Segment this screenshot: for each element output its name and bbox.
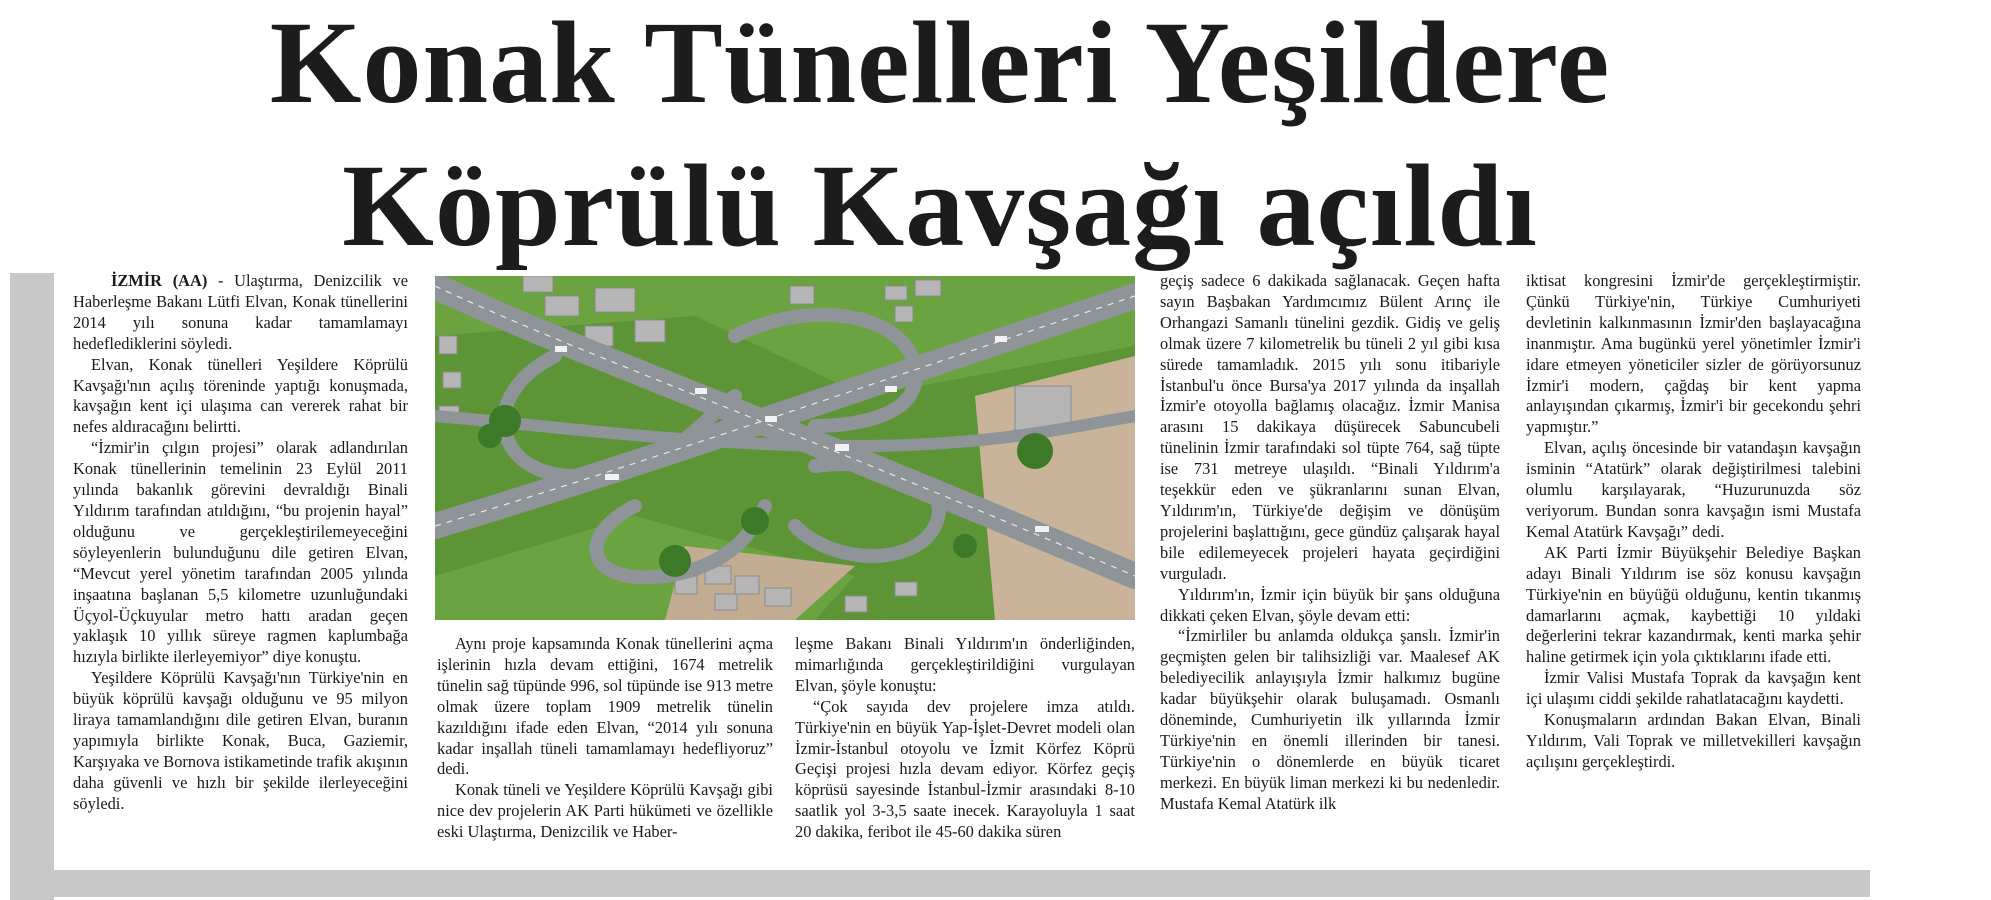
article-paragraph [1160,626,1500,814]
article-column-2 [437,634,773,843]
paragraph-text: İzmir Valisi Mustafa Toprak da kavşağın kent içi ulaşımı ciddi şekilde rahatlatacağını kaydetti. [1526,668,1861,709]
article-paragraph [1160,585,1500,627]
paragraph-text: Elvan, açılış öncesinde bir vatandaşın kavşağın isminin “Atatürk” olarak değiştirilmesi talebini olumlu karşılayarak, “Huzurunuzda söz veriyorum. Bundan sonra kavşağın ismi Mustafa Kemal Atatürk Kavşağı” dedi. [1526,438,1861,541]
article-paragraph [795,634,1135,697]
paragraph-text: Yıldırım'ın, İzmir için büyük bir şans olduğuna dikkati çeken Elvan, şöyle devam etti: [1160,584,1500,625]
article-paragraph [73,271,408,355]
highway-interchange-illustration [435,276,1135,620]
article-paragraph [1526,543,1861,668]
article-paragraph [795,697,1135,843]
paragraph-text: - Ulaştırma, Denizcilik ve Haberleşme Bakanı Lütfi Elvan, Konak tünellerini 2014 yılı sonuna kadar tamamlamayı hedeflediklerini söyledi. [73,271,408,353]
paragraph-text: Yeşildere Köprülü Kavşağı'nın Türkiye'nin en büyük köprülü kavşağı olduğunu ve 95 milyon liraya tamamlandığını dile getiren Elvan, buranın yapımıyla birlikte Konak, Buca, Gaziemir, Karşıyaka ve Bornova istikametinde trafik akışının daha güvenli ve hızlı bir şekilde ilerleyeceğini söyledi. [73,668,408,813]
article-paragraph [437,634,773,780]
article-paragraph [437,780,773,843]
article-paragraph [73,438,408,668]
article-column-3 [795,634,1135,843]
paragraph-text: iktisat kongresini İzmir'de gerçekleştirmiştir. Çünkü Türkiye'nin, Türkiye Cumhuriyeti devletinin kalkınmasının İzmir'den başlayacağına inanmıştır. Ama bugünkü yerel yönetimler İzmir'i idare etmeyen yöneticiler sizler de görüyorsunuz İzmir'i modern, çağdaş bir kent yapma anlayışından çıkarmış, İzmir'i bir gecekondu şehri yapmıştır.” [1526,271,1861,437]
paragraph-text: Aynı proje kapsamında Konak tünellerini açma işlerinin hızla devam ettiğini, 1674 metrelik tünelin sağ tüpünde 996, sol tüpünde ise 913 metre olmak üzere toplam 1909 metrelik tünelin kazıldığını ifade eden Elvan, “2014 yılı sonuna kadar inşallah tüneli tamamlamayı hedefliyoruz” dedi. [437,634,773,779]
article-column-5 [1526,271,1861,773]
paragraph-text: leşme Bakanı Binali Yıldırım'ın önderliğinden, mimarlığında gerçekleştirildiğini vurgulayan Elvan, şöyle konuştu: [795,634,1135,695]
paragraph-text: “İzmir'in çılgın projesi” olarak adlandırılan Konak tünellerinin temelinin 23 Eylül 2011 yılında bakanlık görevini devraldığı Binali Yıldırım tarafından atıldığını, “bu projenin hayal” olduğunu ve gerçekleştirilemeyeceğini söyleyenlerin bulunduğunu dile getiren Elvan, “Mevcut yerel yönetim tarafından 2005 yılında inşaatına başlanan 5,5 kilometre uzunluğundaki Üçyol-Üçkuyular metro hattı aradan geçen yaklaşık 10 yıllık süreye ragmen kaplumbağa hızıyla birlikte ilerleyemiyor” diye konuştu. [73,438,408,667]
article-paragraph [73,355,408,439]
paragraph-text: geçiş sadece 6 dakikada sağlanacak. Geçen hafta sayın Başbakan Yardımcımız Bülent Arınç ile Orhangazi Samanlı tünelini gezdik. Gidiş ve geliş olmak üzere 7 kilometrelik bu tüneli 2 yıl gibi kısa sürede tamamladık. 2015 yılı sonu itibariyle İstanbul'u önce Bursa'ya 2017 yılında da inşallah İzmir'e otoyolla bağlamış olacağız. İzmir Manisa arasını 15 dakikaya düşürecek Sabuncubeli tünelinin İzmir tarafındaki sol tüpte 764, sağ tüpte ise 731 metreye ulaşıldı. “Binali Yıldırım'a teşekkür eden ve şükranlarını sunan Elvan, Yıldırım'ın, Türkiye'de değişim ve dönüşüm projelerini başlattığını, gece gündüz çalışarak hayal bile edilemeyecek projeleri hayata geçirdiğini vurguladı. [1160,271,1500,583]
article-column-4 [1160,271,1500,815]
headline-line-2: Köprülü Kavşağı açıldı [342,140,1538,271]
article-paragraph [1526,271,1861,438]
paragraph-text: AK Parti İzmir Büyükşehir Belediye Başkan adayı Binali Yıldırım ise söz konusu kavşağın Türkiye'nin en büyüğü olduğunu, kentin tıkanmış damarlarını açmak, kaybettiği 10 yıldaki değerlerini tekrar kazandırmak, kenti marka şehir haline getirmek için yola çıktıklarını ifade etti. [1526,542,1861,667]
article-paragraph [1526,710,1861,773]
interchange-photo [435,276,1135,620]
frame-shadow-bottom [10,870,1870,897]
dateline: İZMİR (AA) [111,271,208,290]
frame-shadow-left [10,273,54,900]
article-paragraph [1526,668,1861,710]
article-paragraph [1160,271,1500,585]
paragraph-text: Konak tüneli ve Yeşildere Köprülü Kavşağı gibi nice dev projelerin AK Parti hükümeti ve özellikle eski Ulaştırma, Denizcilik ve Haber- [437,780,773,842]
article-paragraph [73,668,408,814]
paragraph-text: Konuşmaların ardından Bakan Elvan, Binali Yıldırım, Vali Toprak ve milletvekilleri kavşağın açılışını gerçekleştirdi. [1526,710,1861,771]
article-column-1 [73,271,408,815]
paragraph-text: “Çok sayıda dev projelere imza atıldı. Türkiye'nin en büyük Yap-İşlet-Devret modeli olan İzmir-İstanbul otoyolu ve İzmit Körfez Köprü Geçişi projesi hızla devam ediyor. Körfez geçiş köprüsü sayesinde İstanbul-İzmir arasındaki 8-10 saatlik yol 3-3,5 saate inecek. Karayoluyla 1 saat 20 dakika, feribot ile 45-60 dakika süren [795,696,1135,842]
headline-line-1: Konak Tünelleri Yeşildere [269,0,1611,128]
paragraph-text: Elvan, Konak tünelleri Yeşildere Köprülü Kavşağı'nın açılış töreninde yaptığı konuşmada, kavşağın kent içi ulaşıma can vererek rahat bir nefes aldıracağını belirtti. [73,354,408,437]
paragraph-text: “İzmirliler bu anlamda oldukça şanslı. İzmir'in geçmişten gelen bir talihsizliği var. Maalesef AK belediyecilik anlayışıyla İzmir halkımız bugüne kadar büyükşehir olarak buluşamadı. Osmanlı döneminde, Cumhuriyetin ilk yıllarında İzmir Türkiye'nin en önemli illerinden bir tanesi. Türkiye'nin o dönemlerde en büyük ticaret merkezi. En büyük liman merkezi ki bu nedenledir. Mustafa Kemal Atatürk ilk [1160,626,1500,813]
article-paragraph [1526,438,1861,543]
